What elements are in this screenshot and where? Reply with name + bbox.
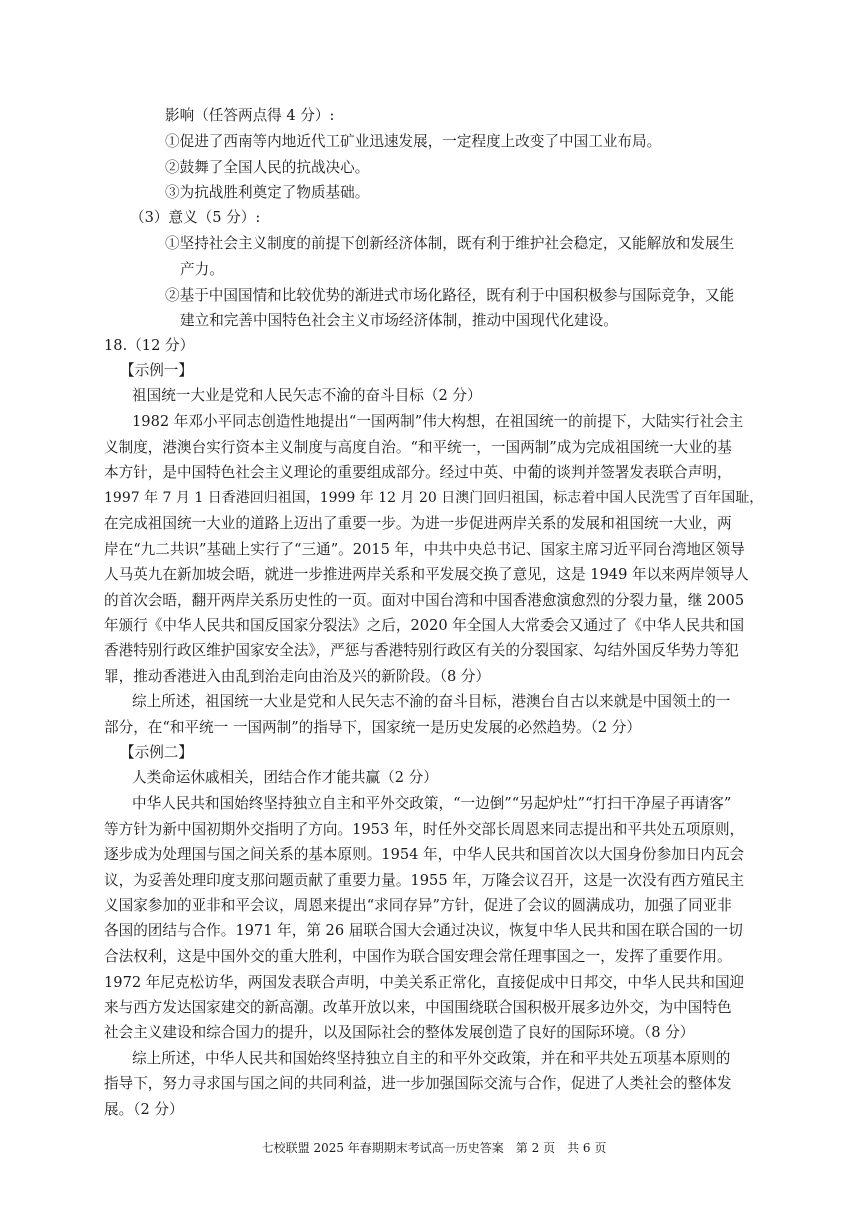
example-1-body: 罪，推动香港进入由乱到治走向由治及兴的新阶段。（8 分） (104, 668, 491, 685)
example-1-body: 年颁行《中华人民共和国反国家分裂法》之后，2020 年全国人大常委会又通过了《中华人民共和国 (104, 617, 745, 634)
significance-point-2: ②基于中国国情和比较优势的渐进式市场化路径，既有利于中国积极参与国际竞争，又能 (165, 287, 735, 304)
example-1-body: 人马英九在新加坡会晤，就进一步推进两岸关系和平发展交换了意见，这是 1949 年以来两岸领导人 (104, 566, 749, 583)
example-2-conclusion: 综上所述，中华人民共和国始终坚持独立自主的和平外交政策，并在和平共处五项基本原则的 (132, 1050, 731, 1067)
significance-point-1: ①坚持社会主义制度的前提下创新经济体制，既有利于维护社会稳定，又能解放和发展生 (165, 235, 735, 252)
impact-heading: 影响（任答两点得 4 分）: (165, 107, 335, 124)
example-2-conclusion: 指导下，努力寻求国与国之间的共同利益，进一步加强国际交流与合作，促进了人类社会的整体发 (104, 1075, 732, 1092)
example-1-thesis: 祖国统一大业是党和人民矢志不渝的奋斗目标（2 分） (132, 387, 482, 404)
example-1-body: 本方针，是中国特色社会主义理论的重要组成部分。经过中英、中葡的谈判并签署发表联合声明， (104, 464, 732, 481)
impact-point-3: ③为抗战胜利奠定了物质基础。 (165, 184, 370, 201)
example-2-body: 合法权利，这是中国外交的重大胜利，中国作为联合国安理会常任理事国之一，发挥了重要作用。 (104, 948, 732, 965)
significance-point-2-cont: 建立和完善中国特色社会主义市场经济体制，推动中国现代化建设。 (180, 312, 618, 329)
example-2-body: 中华人民共和国始终坚持独立自主和平外交政策，“一边倒”“另起炉灶”“打扫干净屋子再请客” (132, 795, 732, 812)
example-1-body: 岸在“九二共识”基础上实行了“三通”。2015 年，中共中央总书记、国家主席习近平同台湾地区领导 (104, 541, 745, 558)
example-1-body: 香港特别行政区维护国家安全法》，严惩与香港特别行政区有关的分裂国家、勾结外国反华势力等犯 (104, 642, 739, 659)
example-2-conclusion: 展。（2 分） (104, 1101, 184, 1118)
significance-point-1-cont: 产力。 (180, 261, 224, 278)
example-1-heading: 【示例一】 (120, 362, 193, 379)
example-2-body: 各国的团结与合作。1971 年，第 26 届联合国大会通过决议，恢复中华人民共和国在联合国的一切 (104, 922, 743, 939)
example-1-body: 1997 年 7 月 1 日香港回归祖国，1999 年 12 月 20 日澳门回归祖国，标志着中国人民洗雪了百年国耻， (104, 490, 764, 506)
example-1-body: 1982 年邓小平同志创造性地提出“一国两制”伟大构想，在祖国统一的前提下，大陆实行社会主 (132, 413, 744, 430)
example-2-heading: 【示例二】 (120, 744, 193, 761)
example-2-body: 等方针为新中国初期外交指明了方向。1953 年，时任外交部长周恩来同志提出和平共处五项原则， (104, 821, 745, 838)
example-2-body: 议，为妥善处理印度支那问题贡献了重要力量。1955 年，万隆会议召开，这是一次没有西方殖民主 (104, 872, 745, 889)
example-1-body: 在完成祖国统一大业的道路上迈出了重要一步。为进一步促进两岸关系的发展和祖国统一大业，两 (104, 515, 732, 532)
page-footer: 七校联盟 2025 年春期期末考试高一历史答案 第 2 页 共 6 页 (261, 1141, 607, 1155)
significance-heading: （3）意义（5 分）: (130, 209, 261, 226)
example-1-body: 义制度，港澳台实行资本主义制度与高度自治。“和平统一，一国两制”成为完成祖国统一大业的基 (104, 439, 732, 456)
example-2-body: 义国家参加的亚非和平会议，周恩来提出“求同存异”方针，促进了会议的圆满成功，加强了同亚非 (104, 897, 732, 914)
example-2-body: 社会主义建设和综合国力的提升，以及国际社会的整体发展创造了良好的国际环境。（8 分） (104, 1024, 695, 1041)
impact-point-2: ②鼓舞了全国人民的抗战决心。 (165, 159, 370, 176)
question-18-heading: 18.（12 分） (104, 337, 195, 354)
example-1-conclusion: 综上所述，祖国统一大业是党和人民矢志不渝的奋斗目标，港澳台自古以来就是中国领土的一 (132, 693, 731, 710)
example-2-body: 1972 年尼克松访华，两国发表联合声明，中美关系正常化，直接促成中日邦交，中华人民共和国迎 (104, 974, 745, 991)
example-1-conclusion: 部分，在“和平统一 一国两制”的指导下，国家统一是历史发展的必然趋势。（2 分） (104, 719, 641, 736)
example-2-thesis: 人类命运休戚相关，团结合作才能共赢（2 分） (132, 769, 438, 786)
impact-point-1: ①促进了西南等内地近代工矿业迅速发展，一定程度上改变了中国工业布局。 (165, 133, 662, 150)
example-1-body: 的首次会晤，翻开两岸关系历史性的一页。面对中国台湾和中国香港愈演愈烈的分裂力量，继 2005 (104, 592, 745, 609)
example-2-body: 逐步成为处理国与国之间关系的基本原则。1954 年，中华人民共和国首次以大国身份参加日内瓦会 (104, 846, 745, 863)
example-2-body: 来与西方发达国家建交的新高潮。改革开放以来，中国围绕联合国积极开展多边外交，为中国特色 (104, 999, 732, 1016)
